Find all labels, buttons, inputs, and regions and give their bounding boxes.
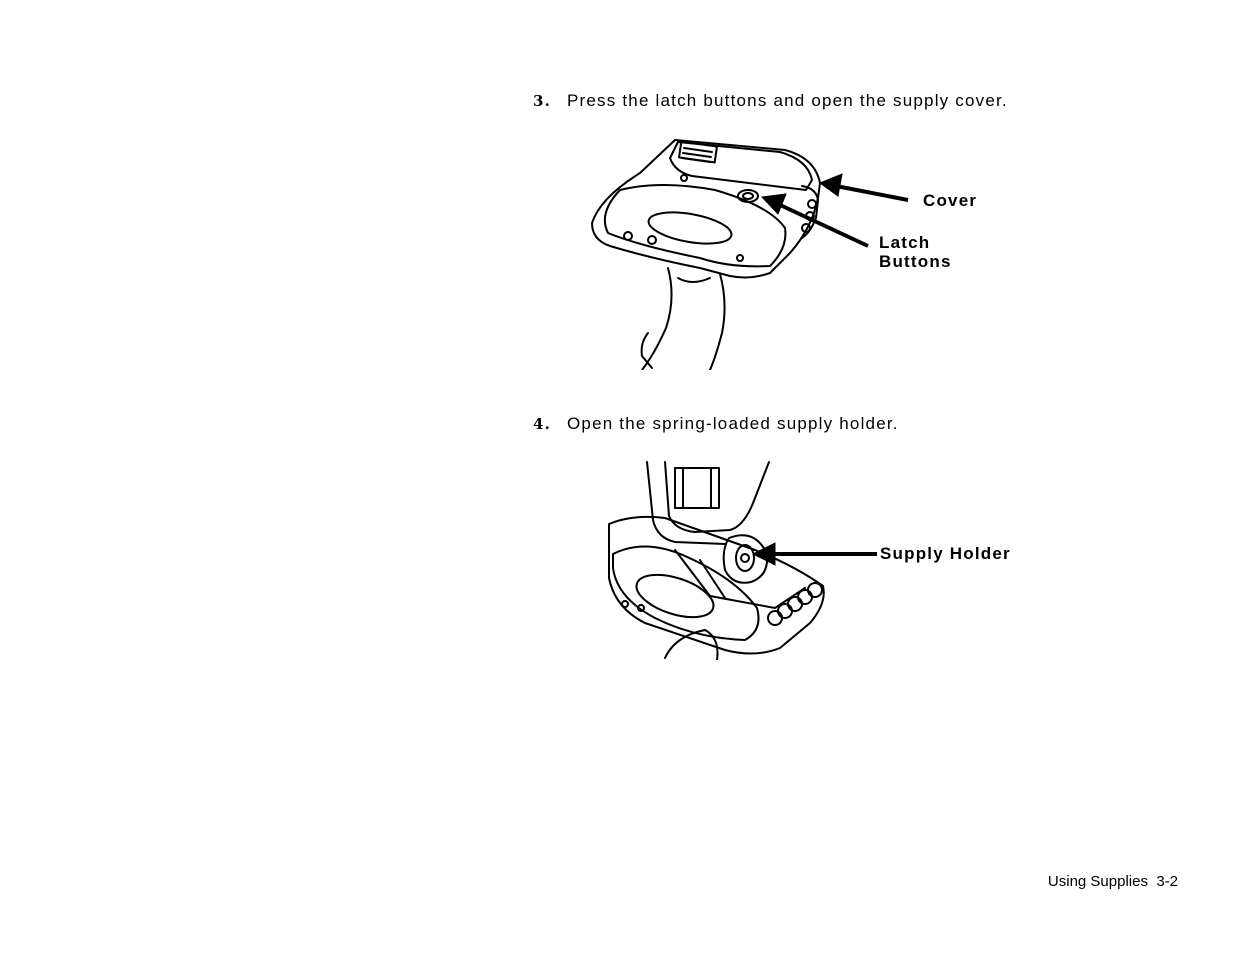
page-footer xyxy=(1048,873,1178,890)
callout-cover: Cover xyxy=(923,191,978,210)
callout-latch-line2: Buttons xyxy=(879,252,952,271)
callout-arrow-2 xyxy=(745,540,880,570)
step-4 xyxy=(533,414,899,434)
step-number: 3. xyxy=(533,92,552,110)
step-text: Open the spring-loaded supply holder. xyxy=(567,414,899,433)
callout-supply-holder: Supply Holder xyxy=(880,544,1011,563)
page-number: 3-2 xyxy=(1156,873,1178,890)
callout-latch-line1: Latch xyxy=(879,233,931,252)
step-number: 4. xyxy=(533,415,552,433)
footer-section: Using Supplies xyxy=(1047,873,1148,890)
step-3 xyxy=(533,91,1008,111)
callout-latch-buttons xyxy=(879,233,952,271)
step-text: Press the latch buttons and open the supply cover. xyxy=(567,91,1008,110)
